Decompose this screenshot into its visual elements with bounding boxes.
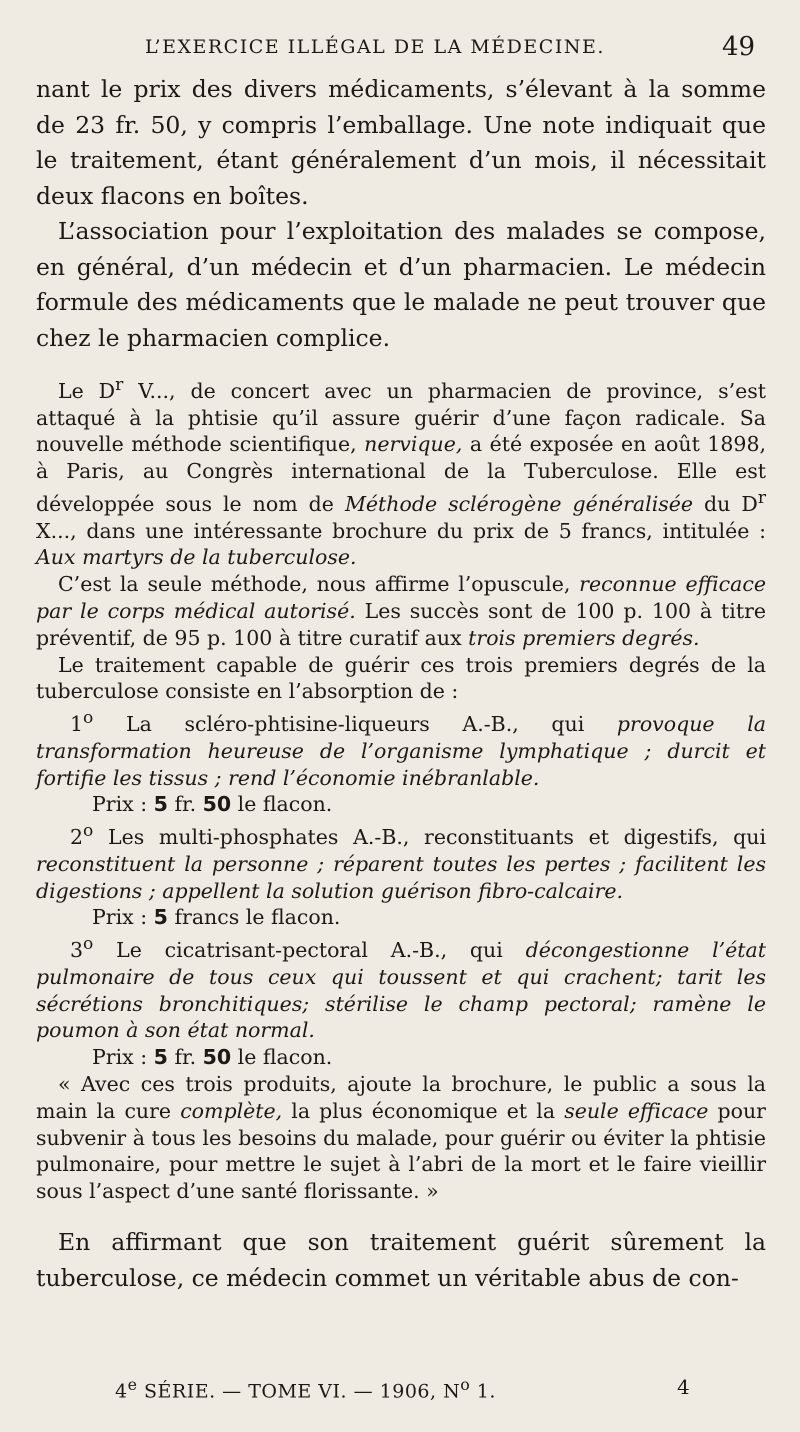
quote-seule-methode: C’est la seule méthode, nous affirme l’opuscule, reconnue efficace par le corps médical autorisé. Les succès sont de 100 p. 100 à titre préventif, de 95 p. 100 à titre curatif aux trois premiers degrés.: [36, 572, 767, 650]
price-line-3: Prix : 5 fr. 50 le flacon.: [92, 1045, 333, 1070]
price-line-1: Prix : 5 fr. 50 le flacon.: [92, 792, 333, 817]
paragraph-association: L’association pour l’exploitation des malades se compose, en général, d’un médecin et d’un pharmacien. Le médecin formule des médicaments que le malade ne peut trouver que chez le pharmacien complice.: [36, 217, 766, 352]
page-header: [0, 30, 800, 70]
running-title: L’EXERCICE ILLÉGAL DE LA MÉDECINE.: [145, 36, 605, 58]
quote-doctor-v: Le $D^r$ V..., de concert avec un pharmacien de province, s’est attaqué à la phtisie qu’il assure guérir d’une façon radicale. Sa nouvelle méthode scientifique, nervique, a été exposée en août 1898, à Paris, au Congrès international de la Tuberculose. Elle est développée sous le nom de Méthode sclérogène généralisée du $D^r$ X..., dans une intéressante brochure du prix de 5 francs, intitulée : Aux martyrs de la tuberculose.: [36, 375, 767, 570]
signature-mark: 4: [677, 1375, 690, 1399]
quote-brochure: « Avec ces trois produits, ajoute la brochure, le public a sous la main la cure complète, la plus économique et la seule efficace pour subvenir à tous les besoins du malade, pour guérir ou éviter la phtisie pulmonaire, pour mettre le sujet à l’abri de la mort et le faire vieillir sous l’aspect d’une santé florissante. »: [36, 1072, 766, 1204]
page-number: 49: [722, 32, 756, 62]
page-footer: [0, 1375, 800, 1405]
series-info: 4e SÉRIE. — TOME VI. — 1906, $N^o$ 1.: [115, 1375, 496, 1403]
list-item-1: 1$^o$ La scléro-phtisine-liqueurs A.-B., qui provoque la transformation heureuse de l’organisme lymphatique ; durcit et fortifie les tissus ; rend l’économie inébranlable.: [36, 708, 766, 790]
list-item-2: 2$^o$ Les multi-phosphates A.-B., reconstituants et digestifs, qui reconstituent la personne ; réparent toutes les pertes ; facilitent les digestions ; appellent la solution guérison fibro-calcaire.: [36, 821, 766, 903]
price-line-2: Prix : 5 francs le flacon.: [92, 905, 341, 930]
list-item-3: 3$^o$ Le cicatrisant-pectoral A.-B., qui décongestionne l’état pulmonaire de tous ceux qui toussent et qui crachent; tarit les sécrétions bronchitiques; stérilise le champ pectoral; ramène le poumon à son état normal.: [36, 934, 766, 1043]
paragraph-continuation: nant le prix des divers médicaments, s’élevant à la somme de 23 fr. 50, y compris l’emballage. Une note indiquait que le traitement, étant généralement d’un mois, il nécessitait deux flacons en boîtes.: [36, 75, 766, 210]
quote-traitement: Le traitement capable de guérir ces trois premiers degrés de la tuberculose consiste en l’absorption de :: [36, 652, 766, 704]
paragraph-conclusion: En affirmant que son traitement guérit sûrement la tuberculose, ce médecin commet un véritable abus de con-: [36, 1228, 766, 1292]
page-body: [36, 72, 766, 1296]
